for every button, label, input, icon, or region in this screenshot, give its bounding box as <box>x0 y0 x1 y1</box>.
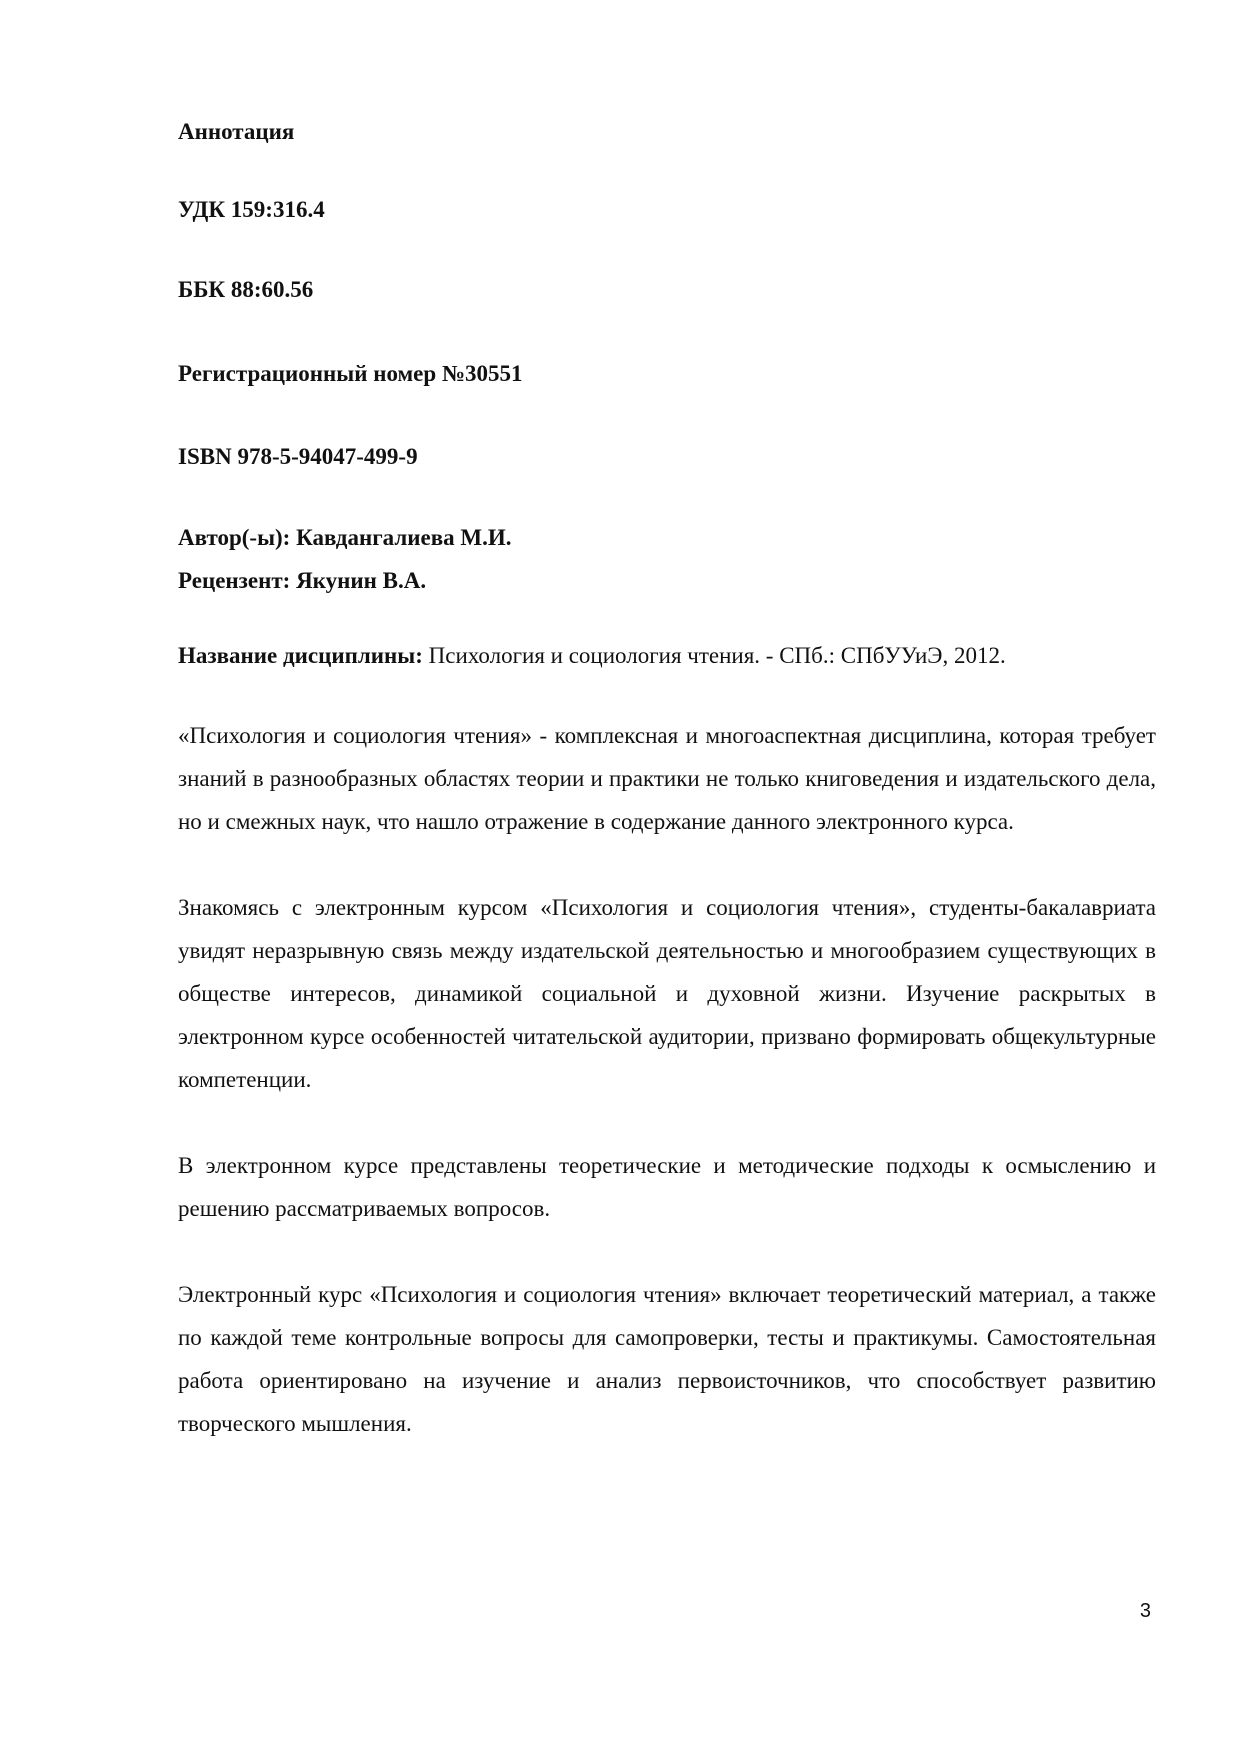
discipline-line <box>178 640 1156 672</box>
discipline-label: Название дисциплины: <box>178 643 423 668</box>
reviewer-line: Рецензент: Якунин В.А. <box>178 568 427 593</box>
annotation-paragraph: Знакомясь с электронным курсом «Психология и социология чтения», студенты-бакалавриата увидят неразрывную связь между издательской деятельностью и многообразием существующих в обществе интересов, динамикой социальной и духовной жизни. Изучение раскрытых в электронном курсе особенностей читательской аудитории, призвано формировать общекультурные компетенции. <box>178 895 1156 1092</box>
annotation-paragraph: Электронный курс «Психология и социология чтения» включает теоретический материал, а также по каждой теме контрольные вопросы для самопроверки, тесты и практикумы. Самостоятельная работа ориентировано на изучение и анализ первоисточников, что способствует развитию творческого мышления. <box>178 1282 1156 1436</box>
registration-number: Регистрационный номер №30551 <box>178 361 523 386</box>
udk-code: УДК 159:316.4 <box>178 197 325 222</box>
annotation-paragraph: В электронном курсе представлены теоретические и методические подходы к осмыслению и решению рассматриваемых вопросов. <box>178 1153 1156 1221</box>
page-title: Аннотация <box>178 119 295 144</box>
bbk-code: ББК 88:60.56 <box>178 277 314 302</box>
isbn-number: ISBN 978-5-94047-499-9 <box>178 444 418 469</box>
discipline-value: Психология и социология чтения. - СПб.: СПбУУиЭ, 2012. <box>422 643 1006 668</box>
page-number: 3 <box>1139 1600 1151 1622</box>
author-line: Автор(-ы): Кавдангалиева М.И. <box>178 525 512 550</box>
annotation-paragraph: «Психология и социология чтения» - комплексная и многоаспектная дисциплина, которая требует знаний в разнообразных областях теории и практики не только книговедения и издательского дела, но и смежных наук, что нашло отражение в содержание данного электронного курса. <box>178 723 1156 834</box>
annotation-content <box>178 116 1156 1445</box>
